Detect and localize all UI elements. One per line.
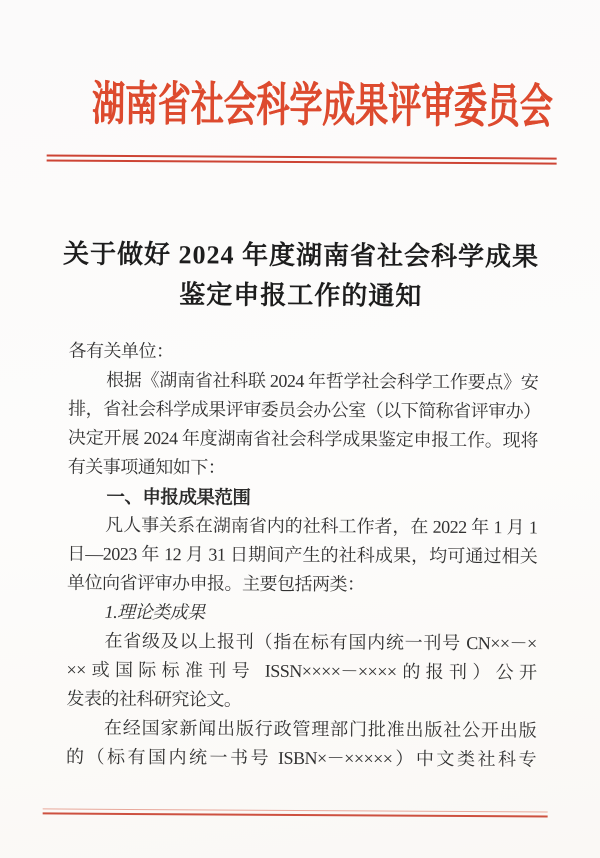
body-line: ××或国际标准刊号 ISSN××××－××××的报刊）公开 — [66, 659, 537, 683]
body-line: 有关事项通知如下： — [67, 456, 226, 478]
document-title — [31, 234, 571, 317]
body-line: 在省级及以上报刊（指在标有国内统一刊号 CN××－× — [104, 630, 537, 654]
body-line: 发表的社科研究论文。 — [66, 688, 242, 710]
document-title-line-2: 鉴定申报工作的通知 — [179, 280, 423, 311]
body-line: 在经国家新闻出版行政管理部门批准出版社公开出版 — [103, 717, 537, 741]
body-line: 单位向省评审办申报。主要包括两类： — [67, 572, 365, 595]
section-heading-scope: 一、申报成果范围 — [106, 485, 251, 508]
body-line: 日—2023 年 12 月 31 日期间产生的社科成果，均可通过相关 — [67, 543, 538, 567]
footer-double-rule — [43, 808, 548, 817]
subheading-theory-results: 1.理论类成果 — [104, 601, 205, 623]
body-line: 凡人事关系在湖南省内的社科工作者，在 2022 年 1 月 1 — [105, 514, 538, 538]
letterhead-double-rule — [47, 154, 557, 164]
body-line-salutation: 各有关单位： — [68, 340, 174, 362]
document-title-line-1: 关于做好 2024 年度湖南省社会科学成果 — [62, 239, 540, 272]
body-line: 排，省社会科学成果评审委员会办公室（以下简称省评审办） — [68, 398, 541, 422]
body-line: 的（标有国内统一书号 ISBN×－×××××）中文类社科专 — [65, 746, 537, 770]
body-line: 决定开展 2024 年度湖南省社会科学成果鉴定申报工作。现将 — [67, 427, 539, 451]
body-line: 根据《湖南省社科联 2024 年哲学社会科学工作要点》安 — [106, 369, 539, 393]
document-body — [66, 337, 539, 775]
letterhead-org-name: 湖南省社会科学成果评审委员会 — [91, 78, 553, 134]
